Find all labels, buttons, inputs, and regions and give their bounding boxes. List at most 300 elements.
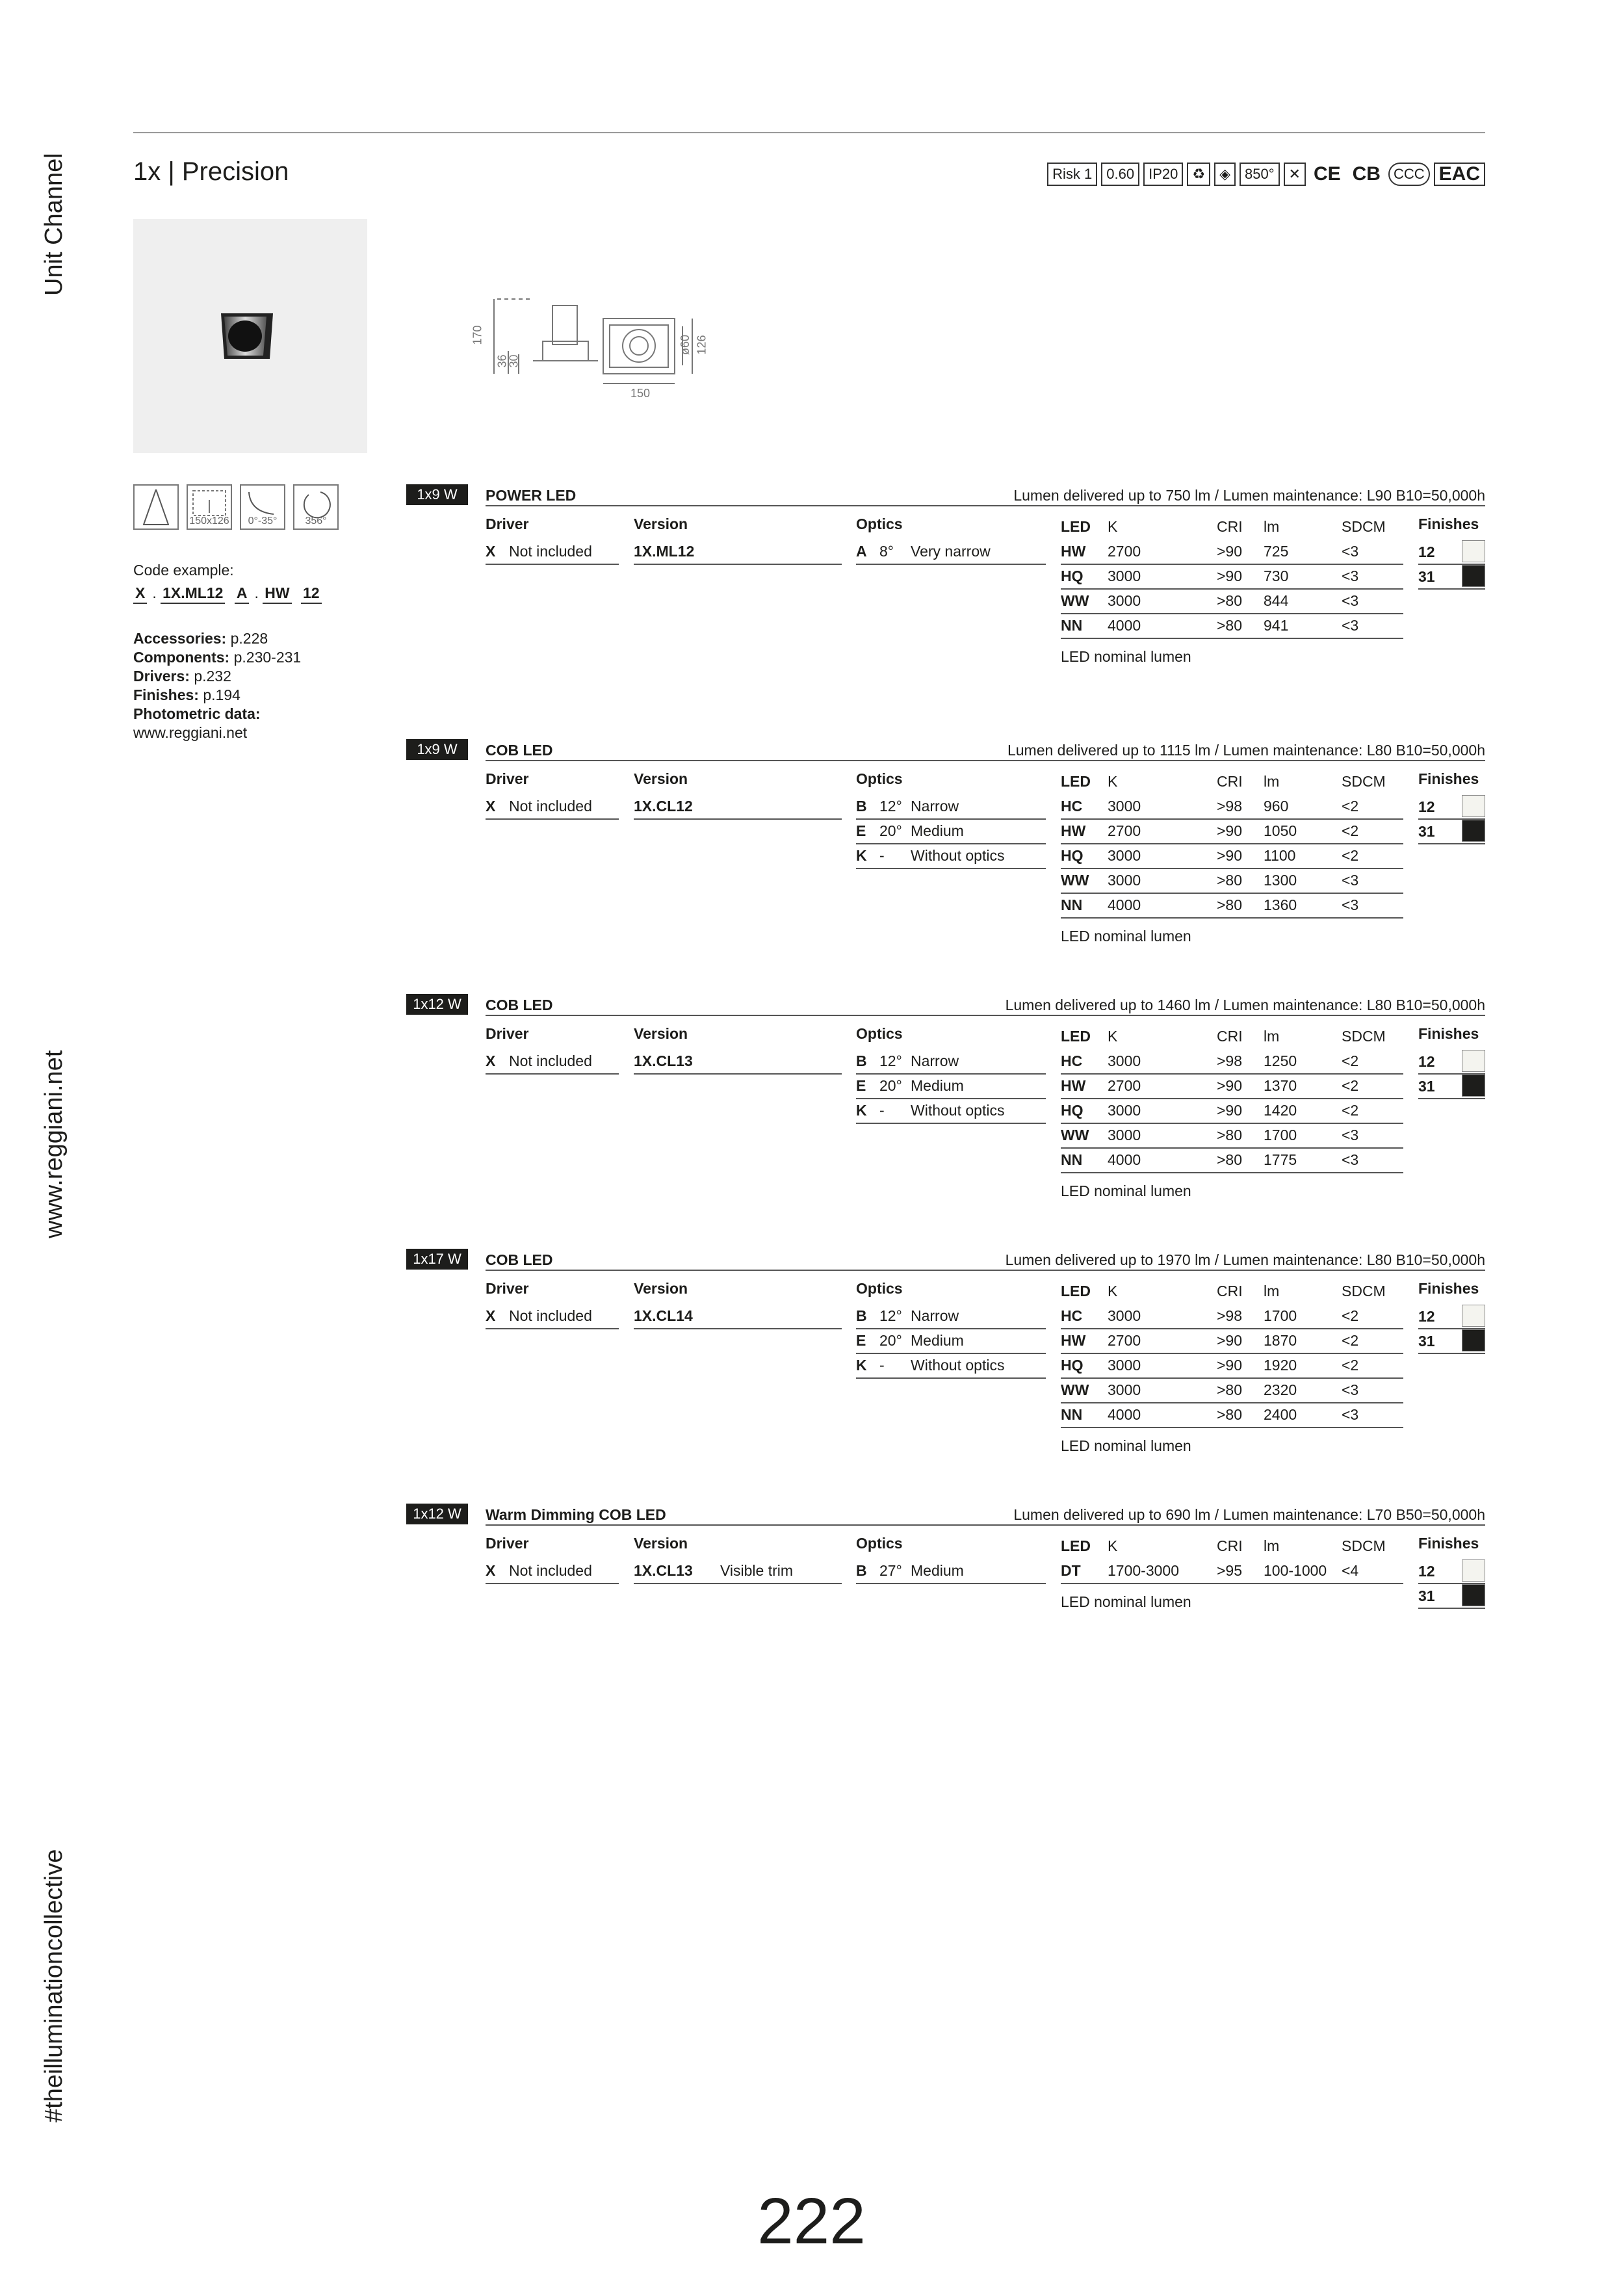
technical-drawing: [468, 286, 780, 410]
led-sdcm: <3: [1342, 543, 1359, 560]
optics-angle: -: [879, 1102, 885, 1119]
optics-text: Medium: [911, 1562, 964, 1579]
finishes-column: [1418, 515, 1485, 590]
optics-row: [856, 1099, 1046, 1124]
optics-code: B: [856, 798, 867, 815]
dim-width-150: 150: [630, 387, 651, 400]
optics-text: Without optics: [911, 1357, 1005, 1374]
optics-row: [856, 1559, 1046, 1584]
led-cri: >90: [1217, 543, 1243, 560]
led-k: 3000: [1108, 1357, 1141, 1374]
sdcm-header: SDCM: [1342, 518, 1386, 535]
optics-row: [856, 1354, 1046, 1379]
product-image: [133, 219, 367, 453]
led-row: [1061, 1403, 1403, 1428]
led-code: HQ: [1061, 567, 1084, 584]
finish-code: 12: [1418, 1052, 1435, 1070]
dimmable-icon: ◈: [1214, 163, 1236, 186]
driver-code: X: [486, 1562, 496, 1579]
finish-row: [1418, 1329, 1485, 1354]
led-cri: >80: [1217, 1406, 1243, 1423]
k-header: K: [1108, 1537, 1118, 1554]
led-k: 3000: [1108, 872, 1141, 889]
led-table-header: [1061, 1280, 1403, 1305]
led-k: 3000: [1108, 592, 1141, 609]
led-cri: >80: [1217, 617, 1243, 634]
led-table-header: [1061, 1025, 1403, 1050]
lumen-info: Lumen delivered up to 690 lm / Lumen maintenance: L70 B50=50,000h: [1013, 1506, 1485, 1523]
finish-swatch: [1462, 1559, 1485, 1582]
version-code: 1X.CL14: [634, 1307, 693, 1324]
page-number: 222: [757, 2185, 866, 2258]
header-rule: [486, 505, 1485, 506]
finish-code: 31: [1418, 822, 1435, 840]
ref-label: Finishes:: [133, 686, 199, 703]
driver-row: [486, 1305, 619, 1329]
version-column: [634, 515, 842, 565]
optics-code: K: [856, 1357, 867, 1374]
optics-code: A: [856, 543, 867, 560]
led-lm: 1700: [1264, 1307, 1297, 1324]
lm-header: lm: [1264, 1537, 1280, 1554]
header-rule: [486, 1524, 1485, 1526]
optics-row: [856, 844, 1046, 869]
finish-code: 31: [1418, 1587, 1435, 1604]
k-header: K: [1108, 1283, 1118, 1299]
sdcm-header: SDCM: [1342, 1537, 1386, 1554]
led-header: LED: [1061, 518, 1091, 535]
finish-swatch: [1462, 1075, 1485, 1097]
led-lm: 1050: [1264, 822, 1297, 839]
led-row: [1061, 1075, 1403, 1099]
led-cri: >90: [1217, 567, 1243, 584]
version-header: Version: [634, 770, 688, 787]
led-sdcm: <4: [1342, 1562, 1359, 1579]
optics-text: Medium: [911, 1332, 964, 1349]
version-row: [634, 1305, 842, 1329]
led-table: [1061, 1280, 1403, 1455]
lumen-info: Lumen delivered up to 1970 lm / Lumen maintenance: L80 B10=50,000h: [1005, 1251, 1485, 1268]
optics-row: [856, 1329, 1046, 1354]
led-lm: 725: [1264, 543, 1289, 560]
led-table-header: [1061, 515, 1403, 540]
driver-column: [486, 1025, 619, 1075]
led-cri: >90: [1217, 822, 1243, 839]
driver-column: [486, 1535, 619, 1584]
code-part-finish: 12: [301, 584, 322, 604]
cri-header: CRI: [1217, 773, 1243, 790]
led-type: COB LED: [486, 742, 553, 759]
finishes-header: Finishes: [1418, 1025, 1479, 1042]
led-row: [1061, 1149, 1403, 1173]
led-code: WW: [1061, 592, 1089, 609]
wattage-badge: 1x9 W: [406, 739, 468, 760]
cri-header: CRI: [1217, 1283, 1243, 1299]
optics-code: E: [856, 1077, 866, 1094]
led-sdcm: <3: [1342, 592, 1359, 609]
led-row: [1061, 1559, 1403, 1584]
finish-code: 31: [1418, 1077, 1435, 1095]
risk-group-badge: Risk 1: [1047, 163, 1097, 186]
glow-wire-badge: 850°: [1240, 163, 1280, 186]
led-sdcm: <3: [1342, 896, 1359, 913]
optics-angle: 12°: [879, 798, 902, 815]
finishes-header: Finishes: [1418, 515, 1479, 532]
led-k: 2700: [1108, 1332, 1141, 1349]
led-lm: 1250: [1264, 1052, 1297, 1069]
led-cri: >90: [1217, 847, 1243, 864]
led-code: WW: [1061, 1127, 1089, 1143]
led-nominal-note: LED nominal lumen: [1061, 648, 1191, 665]
led-header: LED: [1061, 1283, 1091, 1299]
optics-code: E: [856, 822, 866, 839]
optics-column: [856, 1280, 1046, 1379]
optics-header: Optics: [856, 1535, 903, 1552]
led-lm: 960: [1264, 798, 1289, 815]
led-k: 4000: [1108, 1151, 1141, 1168]
product-section: [406, 994, 1485, 1199]
lumen-info: Lumen delivered up to 750 lm / Lumen maintenance: L90 B10=50,000h: [1013, 487, 1485, 504]
cb-mark: CB: [1352, 163, 1381, 185]
finish-row: [1418, 1075, 1485, 1099]
version-header: Version: [634, 1535, 688, 1552]
finishes-header: Finishes: [1418, 1280, 1479, 1297]
led-type: COB LED: [486, 997, 553, 1013]
driver-column: [486, 770, 619, 820]
led-lm: 1775: [1264, 1151, 1297, 1168]
optics-angle: -: [879, 847, 885, 864]
led-code: HC: [1061, 798, 1083, 815]
optics-header: Optics: [856, 1025, 903, 1042]
cutout-icon: 150x126: [187, 484, 232, 530]
header-rule: [486, 1015, 1485, 1016]
optics-text: Without optics: [911, 1102, 1005, 1119]
led-table-header: [1061, 770, 1403, 795]
led-code: NN: [1061, 617, 1083, 634]
led-header: LED: [1061, 773, 1091, 790]
led-sdcm: <2: [1342, 1077, 1359, 1094]
lm-header: lm: [1264, 518, 1280, 535]
led-row: [1061, 1354, 1403, 1379]
led-lm: 1870: [1264, 1332, 1297, 1349]
certification-bar: [1047, 163, 1485, 186]
driver-column: [486, 515, 619, 565]
led-cri: >90: [1217, 1102, 1243, 1119]
optics-angle: 8°: [879, 543, 894, 560]
finish-row: [1418, 1305, 1485, 1329]
led-lm: 1100: [1264, 847, 1296, 864]
product-section: [406, 739, 1485, 945]
led-k: 3000: [1108, 1127, 1141, 1143]
led-sdcm: <3: [1342, 567, 1359, 584]
led-nominal-note: LED nominal lumen: [1061, 1182, 1191, 1199]
page-references: [133, 629, 301, 742]
led-row: [1061, 565, 1403, 590]
led-cri: >80: [1217, 592, 1243, 609]
code-example: Code example: X . 1X.ML12 A . HW 12: [133, 561, 327, 604]
led-lm: 1370: [1264, 1077, 1297, 1094]
lumen-info: Lumen delivered up to 1115 lm / Lumen maintenance: L80 B10=50,000h: [1007, 742, 1485, 759]
led-lm: 1700: [1264, 1127, 1297, 1143]
led-header: LED: [1061, 1028, 1091, 1045]
led-sdcm: <2: [1342, 1052, 1359, 1069]
optics-row: [856, 820, 1046, 844]
optics-angle: 12°: [879, 1307, 902, 1324]
wattage-badge: 1x12 W: [406, 1504, 468, 1524]
optics-row: [856, 540, 1046, 565]
led-code: HQ: [1061, 1102, 1084, 1119]
eac-mark: EAC: [1434, 163, 1485, 186]
optics-code: B: [856, 1562, 867, 1579]
driver-row: [486, 540, 619, 565]
led-cri: >80: [1217, 1381, 1243, 1398]
finish-swatch: [1462, 795, 1485, 817]
finish-code: 31: [1418, 1332, 1435, 1350]
led-cri: >80: [1217, 872, 1243, 889]
ref-website[interactable]: www.reggiani.net: [133, 724, 248, 741]
optics-text: Narrow: [911, 1307, 959, 1324]
version-note: Visible trim: [720, 1562, 794, 1579]
product-section: [406, 484, 1485, 665]
optics-angle: 20°: [879, 1077, 902, 1094]
side-label-unit-channel: Unit Channel: [40, 153, 68, 296]
dim-height-126: 126: [695, 335, 708, 355]
ref-value: p.232: [194, 668, 231, 685]
led-lm: 1420: [1264, 1102, 1297, 1119]
sdcm-header: SDCM: [1342, 1283, 1386, 1299]
version-column: [634, 1280, 842, 1329]
driver-text: Not included: [509, 1052, 592, 1069]
lm-header: lm: [1264, 773, 1280, 790]
driver-header: Driver: [486, 515, 529, 532]
finish-swatch: [1462, 1305, 1485, 1327]
led-code: HC: [1061, 1307, 1083, 1324]
led-cri: >98: [1217, 798, 1243, 815]
led-code: WW: [1061, 872, 1089, 889]
header-rule: [486, 1270, 1485, 1271]
led-row: [1061, 844, 1403, 869]
optics-row: [856, 1075, 1046, 1099]
wattage-badge: 1x17 W: [406, 1249, 468, 1270]
led-sdcm: <3: [1342, 1151, 1359, 1168]
finishes-column: [1418, 1025, 1485, 1099]
code-part-led: HW: [263, 584, 291, 604]
led-row: [1061, 540, 1403, 565]
dim-height-36: 36: [495, 354, 509, 368]
led-sdcm: <2: [1342, 1357, 1359, 1374]
led-table: [1061, 1025, 1403, 1200]
ref-label: Components:: [133, 649, 230, 666]
recycle-icon: ♻: [1187, 163, 1210, 186]
sdcm-header: SDCM: [1342, 773, 1386, 790]
led-k: 3000: [1108, 847, 1141, 864]
optics-header: Optics: [856, 770, 903, 787]
finish-row: [1418, 1050, 1485, 1075]
led-cri: >98: [1217, 1052, 1243, 1069]
version-column: [634, 1535, 842, 1584]
version-row: [634, 1050, 842, 1075]
optics-code: K: [856, 1102, 867, 1119]
driver-header: Driver: [486, 770, 529, 787]
led-cri: >90: [1217, 1332, 1243, 1349]
code-part-driver: X: [133, 584, 147, 604]
led-k: 2700: [1108, 1077, 1141, 1094]
version-code: 1X.CL13: [634, 1562, 693, 1579]
led-table: [1061, 515, 1403, 666]
finish-code: 12: [1418, 1562, 1435, 1580]
version-header: Version: [634, 1280, 688, 1297]
finishes-header: Finishes: [1418, 1535, 1479, 1552]
led-sdcm: <2: [1342, 1332, 1359, 1349]
beam-icon: [133, 484, 179, 530]
wattage-badge: 1x12 W: [406, 994, 468, 1015]
section-header: [406, 994, 1485, 1015]
version-row: [634, 1559, 842, 1584]
finish-row: [1418, 820, 1485, 844]
optics-angle: -: [879, 1357, 885, 1374]
led-k: 3000: [1108, 1307, 1141, 1324]
led-nominal-note: LED nominal lumen: [1061, 928, 1191, 945]
ref-value: p.230-231: [233, 649, 302, 666]
driver-header: Driver: [486, 1280, 529, 1297]
optics-text: Medium: [911, 822, 964, 839]
led-sdcm: <3: [1342, 872, 1359, 889]
led-nominal-note: LED nominal lumen: [1061, 1593, 1191, 1610]
version-row: [634, 540, 842, 565]
cri-header: CRI: [1217, 518, 1243, 535]
led-code: NN: [1061, 1151, 1083, 1168]
finishes-column: [1418, 770, 1485, 844]
optics-code: E: [856, 1332, 866, 1349]
finish-swatch: [1462, 1329, 1485, 1351]
led-code: HW: [1061, 822, 1086, 839]
driver-header: Driver: [486, 1025, 529, 1042]
finish-code: 12: [1418, 1307, 1435, 1325]
led-lm: 100-1000: [1264, 1562, 1327, 1579]
led-type: COB LED: [486, 1251, 553, 1268]
driver-code: X: [486, 1307, 496, 1324]
finish-code: 12: [1418, 543, 1435, 560]
section-header: [406, 1504, 1485, 1524]
led-row: [1061, 894, 1403, 919]
led-k: 4000: [1108, 617, 1141, 634]
led-cri: >98: [1217, 1307, 1243, 1324]
driver-row: [486, 1559, 619, 1584]
driver-code: X: [486, 543, 496, 560]
led-table: [1061, 1535, 1403, 1611]
version-row: [634, 795, 842, 820]
k-header: K: [1108, 518, 1118, 535]
finishes-column: [1418, 1280, 1485, 1354]
driver-code: X: [486, 1052, 496, 1069]
lm-header: lm: [1264, 1283, 1280, 1299]
driver-text: Not included: [509, 798, 592, 815]
led-code: HW: [1061, 1332, 1086, 1349]
optics-text: Narrow: [911, 1052, 959, 1069]
finish-code: 12: [1418, 798, 1435, 815]
version-header: Version: [634, 515, 688, 532]
led-code: HW: [1061, 1077, 1086, 1094]
driver-header: Driver: [486, 1535, 529, 1552]
led-sdcm: <2: [1342, 1307, 1359, 1324]
led-k: 4000: [1108, 1406, 1141, 1423]
optics-text: Without optics: [911, 847, 1005, 864]
optics-code: B: [856, 1052, 867, 1069]
optics-code: K: [856, 847, 867, 864]
code-part-optics: A: [235, 584, 250, 604]
led-cri: >90: [1217, 1077, 1243, 1094]
led-row: [1061, 1305, 1403, 1329]
version-code: 1X.CL12: [634, 798, 693, 815]
led-code: WW: [1061, 1381, 1089, 1398]
driver-text: Not included: [509, 1562, 592, 1579]
led-cri: >95: [1217, 1562, 1243, 1579]
optics-angle: 20°: [879, 1332, 902, 1349]
led-cri: >80: [1217, 896, 1243, 913]
version-column: [634, 1025, 842, 1075]
k-header: K: [1108, 773, 1118, 790]
driver-column: [486, 1280, 619, 1329]
led-row: [1061, 1050, 1403, 1075]
wattage-badge: 1x9 W: [406, 484, 468, 505]
led-cri: >90: [1217, 1357, 1243, 1374]
led-row: [1061, 614, 1403, 639]
finish-swatch: [1462, 565, 1485, 587]
led-k: 3000: [1108, 567, 1141, 584]
version-header: Version: [634, 1025, 688, 1042]
optics-angle: 20°: [879, 822, 902, 839]
product-section: [406, 1504, 1485, 1610]
led-code: HC: [1061, 1052, 1083, 1069]
version-column: [634, 770, 842, 820]
ce-mark: CE: [1313, 163, 1341, 185]
version-code: 1X.CL13: [634, 1052, 693, 1069]
optics-code: B: [856, 1307, 867, 1324]
ref-value: p.194: [203, 686, 240, 703]
ref-label: Photometric data:: [133, 705, 261, 722]
finishes-column: [1418, 1535, 1485, 1609]
led-type: POWER LED: [486, 487, 577, 504]
led-lm: 1300: [1264, 872, 1297, 889]
optics-text: Very narrow: [911, 543, 991, 560]
driver-row: [486, 1050, 619, 1075]
led-code: DT: [1061, 1562, 1081, 1579]
ref-label: Accessories:: [133, 630, 227, 647]
dim-height-30: 30: [507, 354, 521, 368]
led-lm: 1920: [1264, 1357, 1297, 1374]
cri-header: CRI: [1217, 1537, 1243, 1554]
led-code: HW: [1061, 543, 1086, 560]
led-table: [1061, 770, 1403, 945]
lumen-info: Lumen delivered up to 1460 lm / Lumen maintenance: L80 B10=50,000h: [1005, 997, 1485, 1013]
led-row: [1061, 869, 1403, 894]
optics-column: [856, 770, 1046, 869]
led-lm: 1360: [1264, 896, 1297, 913]
led-sdcm: <3: [1342, 617, 1359, 634]
code-part-version: 1X.ML12: [161, 584, 225, 604]
led-row: [1061, 1379, 1403, 1403]
led-row: [1061, 1329, 1403, 1354]
rotation-icon: 356°: [293, 484, 339, 530]
led-code: NN: [1061, 896, 1083, 913]
led-row: [1061, 590, 1403, 614]
optics-column: [856, 1025, 1046, 1124]
optics-column: [856, 515, 1046, 565]
side-label-hashtag: #theilluminationcollective: [40, 1849, 68, 2122]
driver-text: Not included: [509, 543, 592, 560]
k-header: K: [1108, 1028, 1118, 1045]
led-table-header: [1061, 1535, 1403, 1559]
